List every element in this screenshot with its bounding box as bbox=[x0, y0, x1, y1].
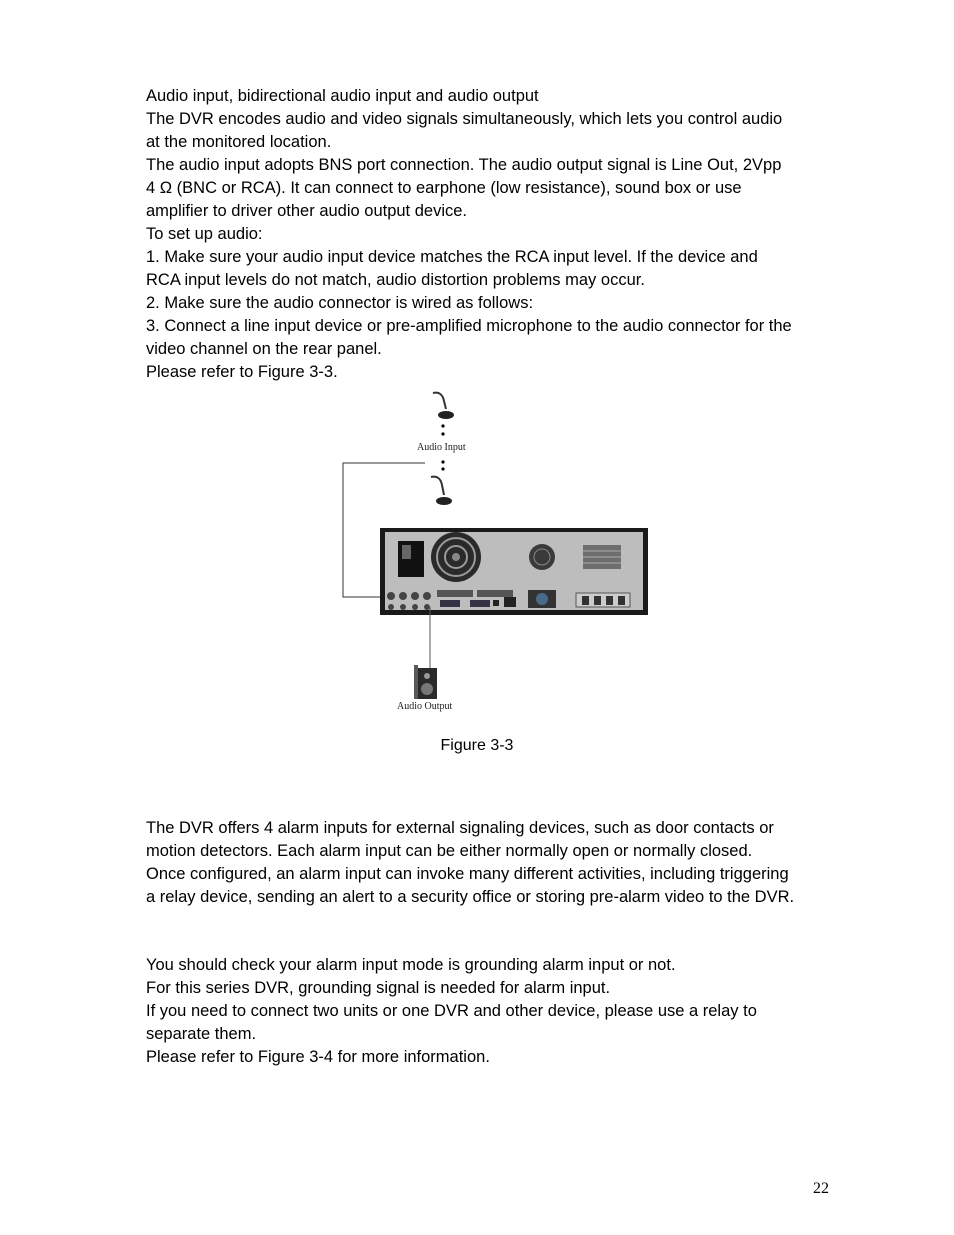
page-number: 22 bbox=[813, 1180, 829, 1197]
paragraph-line: For this series DVR, grounding signal is needed for alarm input. bbox=[146, 979, 611, 997]
paragraph-line: Once configured, an alarm input can invoke many different activities, including triggering bbox=[146, 865, 789, 883]
paragraph-line: The audio input adopts BNS port connection. The audio output signal is Line Out, 2Vpp bbox=[146, 156, 782, 174]
audio-section-text bbox=[146, 85, 876, 384]
paragraph-line: To set up audio: bbox=[146, 225, 263, 243]
paragraph-line: 1. Make sure your audio input device matches the RCA input level. If the device and bbox=[146, 248, 758, 266]
paragraph-line: 3. Connect a line input device or pre-amplified microphone to the audio connector for the bbox=[146, 317, 792, 335]
paragraph-line: The DVR encodes audio and video signals simultaneously, which lets you control audio bbox=[146, 110, 783, 128]
paragraph-line: Please refer to Figure 3-4 for more information. bbox=[146, 1048, 490, 1066]
alarm-section-text bbox=[146, 817, 876, 909]
paragraph-line: Please refer to Figure 3-3. bbox=[146, 363, 338, 381]
paragraph-line: 4 Ω (BNC or RCA). It can connect to earphone (low resistance), sound box or use bbox=[146, 179, 742, 197]
microphone-icon bbox=[431, 477, 452, 505]
audio-input-label: Audio Input bbox=[417, 442, 466, 453]
paragraph-line: separate them. bbox=[146, 1025, 257, 1043]
paragraph-line: RCA input levels do not match, audio distortion problems may occur. bbox=[146, 271, 645, 289]
paragraph-line: The DVR offers 4 alarm inputs for external signaling devices, such as door contacts or bbox=[146, 819, 774, 837]
paragraph-line: Audio input, bidirectional audio input and audio output bbox=[146, 87, 539, 105]
audio-output-label: Audio Output bbox=[397, 701, 453, 712]
paragraph-line: You should check your alarm input mode is grounding alarm input or not. bbox=[146, 956, 676, 974]
paragraph-line: at the monitored location. bbox=[146, 133, 332, 151]
audio-connection-figure bbox=[330, 385, 660, 715]
paragraph-line: a relay device, sending an alert to a security office or storing pre-alarm video to the DVR. bbox=[146, 888, 795, 906]
dvr-rear-panel bbox=[380, 528, 648, 615]
paragraph-line: 2. Make sure the audio connector is wired as follows: bbox=[146, 294, 534, 312]
alarm-input-mode-text bbox=[146, 954, 876, 1069]
microphone-icon bbox=[433, 393, 454, 419]
figure-caption: Figure 3-3 bbox=[440, 737, 514, 754]
paragraph-line: If you need to connect two units or one DVR and other device, please use a relay to bbox=[146, 1002, 757, 1020]
speaker-icon bbox=[414, 665, 437, 699]
paragraph-line: amplifier to driver other audio output device. bbox=[146, 202, 468, 220]
paragraph-line: motion detectors. Each alarm input can be either normally open or normally closed. bbox=[146, 842, 753, 860]
paragraph-line: video channel on the rear panel. bbox=[146, 340, 382, 358]
